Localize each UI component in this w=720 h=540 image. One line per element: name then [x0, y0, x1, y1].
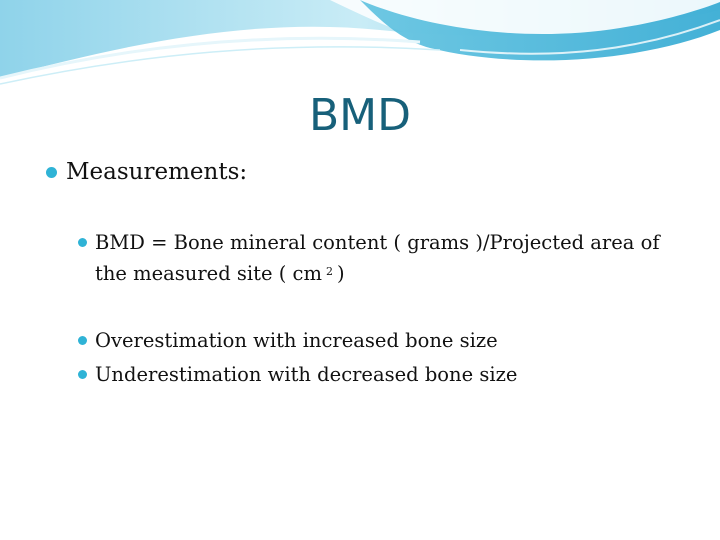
- bullet-text: Overestimation with increased bone size: [95, 329, 498, 352]
- bullet-text: Measurements:: [66, 159, 248, 185]
- bullet-dot-icon: [78, 370, 87, 379]
- bmd-definition-text: BMD = Bone mineral content ( grams )/Projected area of the measured site ( cm: [95, 231, 660, 285]
- bmd-definition-close: ): [336, 262, 345, 285]
- bullet-measurements: [46, 156, 247, 188]
- bullet-dot-icon: [78, 336, 87, 345]
- slide-title: BMD: [308, 90, 412, 141]
- bullet-dot-icon: [46, 167, 57, 178]
- bullet-dot-icon: [78, 238, 87, 247]
- superscript: 2: [325, 265, 333, 278]
- bullet-overestimation: [78, 326, 678, 355]
- bullet-bmd-definition: [78, 228, 678, 288]
- bullet-text: [95, 228, 678, 288]
- bullet-underestimation: [78, 360, 678, 389]
- bullet-text: Underestimation with decreased bone size: [95, 363, 518, 386]
